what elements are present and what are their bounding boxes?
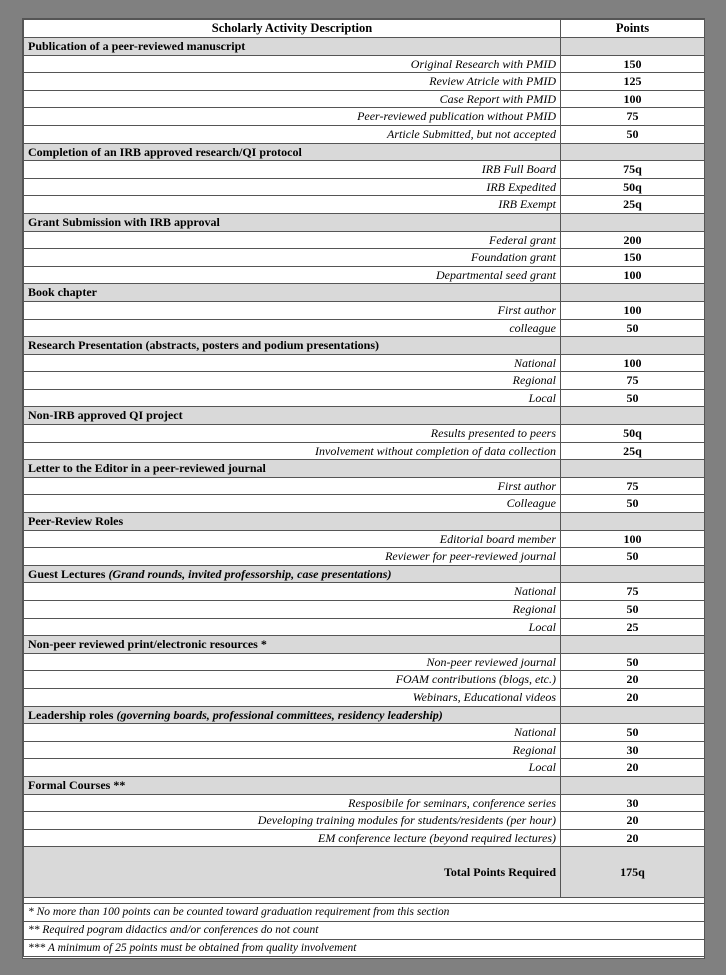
section-points-cell — [561, 776, 705, 794]
activity-points: 50q — [561, 425, 705, 443]
activity-row — [24, 266, 705, 284]
activity-points: 150 — [561, 249, 705, 267]
activity-description: EM conference lecture (beyond required lectures) — [24, 829, 561, 847]
activity-description: Article Submitted, but not accepted — [24, 125, 561, 143]
activity-description: Federal grant — [24, 231, 561, 249]
section-title: Leadership roles — [28, 707, 114, 722]
table-header-row — [24, 20, 705, 38]
activity-description: Departmental seed grant — [24, 266, 561, 284]
section-title: Non-peer reviewed print/electronic resources * — [28, 637, 267, 652]
section-title-cell — [24, 38, 561, 56]
activity-points: 20 — [561, 671, 705, 689]
activity-row — [24, 688, 705, 706]
activity-row — [24, 178, 705, 196]
activity-points: 100 — [561, 90, 705, 108]
section-note: (governing boards, professional committees, residency leadership) — [116, 707, 443, 722]
activity-description: Results presented to peers — [24, 425, 561, 443]
scholarly-activity-table — [23, 19, 705, 957]
section-title: Guest Lectures — [28, 566, 106, 581]
activity-row — [24, 759, 705, 777]
activity-row — [24, 724, 705, 742]
activity-row — [24, 301, 705, 319]
scholarly-activity-sheet — [23, 19, 704, 958]
description-column-header: Scholarly Activity Description — [24, 20, 561, 38]
activity-row — [24, 73, 705, 91]
activity-description: National — [24, 354, 561, 372]
activity-points: 75 — [561, 108, 705, 126]
activity-points: 150 — [561, 55, 705, 73]
section-title-cell — [24, 565, 561, 583]
activity-points: 50 — [561, 319, 705, 337]
section-title: Grant Submission with IRB approval — [28, 214, 220, 229]
activity-points: 25q — [561, 196, 705, 214]
activity-description: IRB Exempt — [24, 196, 561, 214]
activity-row — [24, 601, 705, 619]
points-column-header: Points — [561, 20, 705, 38]
activity-points: 100 — [561, 301, 705, 319]
section-points-cell — [561, 513, 705, 531]
activity-description: Webinars, Educational videos — [24, 688, 561, 706]
activity-points: 75 — [561, 372, 705, 390]
section-header-row — [24, 213, 705, 231]
activity-points: 30 — [561, 741, 705, 759]
activity-points: 50 — [561, 125, 705, 143]
activity-row — [24, 741, 705, 759]
activity-points: 50 — [561, 548, 705, 566]
activity-description: Case Report with PMID — [24, 90, 561, 108]
activity-row — [24, 829, 705, 847]
section-header-row — [24, 776, 705, 794]
footnote-text: * No more than 100 points can be counted toward graduation requirement from this section — [24, 904, 705, 922]
activity-row — [24, 249, 705, 267]
section-title-cell — [24, 407, 561, 425]
activity-points: 50q — [561, 178, 705, 196]
activity-points: 50 — [561, 389, 705, 407]
activity-row — [24, 548, 705, 566]
activity-description: Local — [24, 618, 561, 636]
section-note: (Grand rounds, invited professorship, case presentations) — [108, 566, 392, 581]
activity-description: Peer-reviewed publication without PMID — [24, 108, 561, 126]
footnote-row — [24, 921, 705, 939]
activity-points: 20 — [561, 829, 705, 847]
section-title-cell — [24, 143, 561, 161]
section-header-row — [24, 636, 705, 654]
activity-description: National — [24, 583, 561, 601]
activity-description: Local — [24, 759, 561, 777]
section-points-cell — [561, 407, 705, 425]
activity-description: IRB Expedited — [24, 178, 561, 196]
activity-row — [24, 90, 705, 108]
activity-description: Developing training modules for students/residents (per hour) — [24, 812, 561, 830]
activity-description: Regional — [24, 372, 561, 390]
activity-row — [24, 389, 705, 407]
total-row — [24, 847, 705, 898]
activity-description: Resposibile for seminars, conference series — [24, 794, 561, 812]
activity-points: 25 — [561, 618, 705, 636]
section-title: Completion of an IRB approved research/QI protocol — [28, 144, 302, 159]
section-header-row — [24, 513, 705, 531]
activity-description: Local — [24, 389, 561, 407]
activity-points: 100 — [561, 266, 705, 284]
activity-row — [24, 812, 705, 830]
activity-description: Involvement without completion of data collection — [24, 442, 561, 460]
section-header-row — [24, 407, 705, 425]
section-points-cell — [561, 38, 705, 56]
activity-points: 30 — [561, 794, 705, 812]
total-label: Total Points Required — [24, 847, 561, 898]
section-title-cell — [24, 284, 561, 302]
activity-points: 50 — [561, 653, 705, 671]
section-title-cell — [24, 776, 561, 794]
footnote-row — [24, 904, 705, 922]
activity-description: IRB Full Board — [24, 161, 561, 179]
activity-row — [24, 477, 705, 495]
activity-description: National — [24, 724, 561, 742]
section-title-cell — [24, 706, 561, 724]
section-header-row — [24, 706, 705, 724]
activity-row — [24, 372, 705, 390]
activity-row — [24, 354, 705, 372]
activity-row — [24, 231, 705, 249]
activity-description: Non-peer reviewed journal — [24, 653, 561, 671]
activity-description: First author — [24, 301, 561, 319]
section-title: Book chapter — [28, 285, 97, 300]
activity-row — [24, 161, 705, 179]
activity-row — [24, 618, 705, 636]
section-points-cell — [561, 706, 705, 724]
activity-description: Editorial board member — [24, 530, 561, 548]
section-points-cell — [561, 337, 705, 355]
section-points-cell — [561, 143, 705, 161]
section-points-cell — [561, 565, 705, 583]
activity-row — [24, 794, 705, 812]
section-points-cell — [561, 284, 705, 302]
section-header-row — [24, 284, 705, 302]
section-title-cell — [24, 337, 561, 355]
activity-points: 50 — [561, 495, 705, 513]
activity-row — [24, 125, 705, 143]
section-header-row — [24, 565, 705, 583]
section-title: Letter to the Editor in a peer-reviewed journal — [28, 461, 266, 476]
activity-description: Colleague — [24, 495, 561, 513]
activity-points: 25q — [561, 442, 705, 460]
activity-points: 100 — [561, 354, 705, 372]
activity-points: 200 — [561, 231, 705, 249]
activity-row — [24, 108, 705, 126]
activity-points: 100 — [561, 530, 705, 548]
section-title-cell — [24, 513, 561, 531]
activity-points: 75 — [561, 583, 705, 601]
section-header-row — [24, 38, 705, 56]
section-title: Peer-Review Roles — [28, 514, 124, 529]
activity-row — [24, 495, 705, 513]
activity-description: Review Atricle with PMID — [24, 73, 561, 91]
section-header-row — [24, 337, 705, 355]
activity-points: 50 — [561, 601, 705, 619]
activity-row — [24, 319, 705, 337]
total-points: 175q — [561, 847, 705, 898]
section-points-cell — [561, 636, 705, 654]
activity-description: FOAM contributions (blogs, etc.) — [24, 671, 561, 689]
activity-description: Original Research with PMID — [24, 55, 561, 73]
section-points-cell — [561, 213, 705, 231]
section-header-row — [24, 143, 705, 161]
section-title-cell — [24, 460, 561, 478]
activity-row — [24, 530, 705, 548]
activity-row — [24, 425, 705, 443]
activity-points: 50 — [561, 724, 705, 742]
footnote-text: *** A minimum of 25 points must be obtained from quality involvement — [24, 939, 705, 957]
activity-row — [24, 442, 705, 460]
activity-row — [24, 196, 705, 214]
activity-description: First author — [24, 477, 561, 495]
activity-row — [24, 583, 705, 601]
section-header-row — [24, 460, 705, 478]
activity-description: Reviewer for peer-reviewed journal — [24, 548, 561, 566]
section-title-cell — [24, 636, 561, 654]
activity-points: 75q — [561, 161, 705, 179]
section-title: Publication of a peer-reviewed manuscript — [28, 39, 246, 53]
activity-row — [24, 653, 705, 671]
activity-points: 125 — [561, 73, 705, 91]
section-title: Formal Courses ** — [28, 777, 126, 792]
activity-points: 20 — [561, 812, 705, 830]
footnote-row — [24, 939, 705, 957]
section-title-cell — [24, 213, 561, 231]
activity-points: 20 — [561, 688, 705, 706]
activity-description: Foundation grant — [24, 249, 561, 267]
activity-points: 75 — [561, 477, 705, 495]
section-title: Non-IRB approved QI project — [28, 408, 183, 423]
activity-description: Regional — [24, 741, 561, 759]
activity-description: Regional — [24, 601, 561, 619]
activity-row — [24, 671, 705, 689]
section-points-cell — [561, 460, 705, 478]
section-title: Research Presentation (abstracts, posters and podium presentations) — [28, 338, 379, 353]
footnote-text: ** Required pogram didactics and/or conferences do not count — [24, 921, 705, 939]
activity-description: colleague — [24, 319, 561, 337]
activity-row — [24, 55, 705, 73]
activity-points: 20 — [561, 759, 705, 777]
